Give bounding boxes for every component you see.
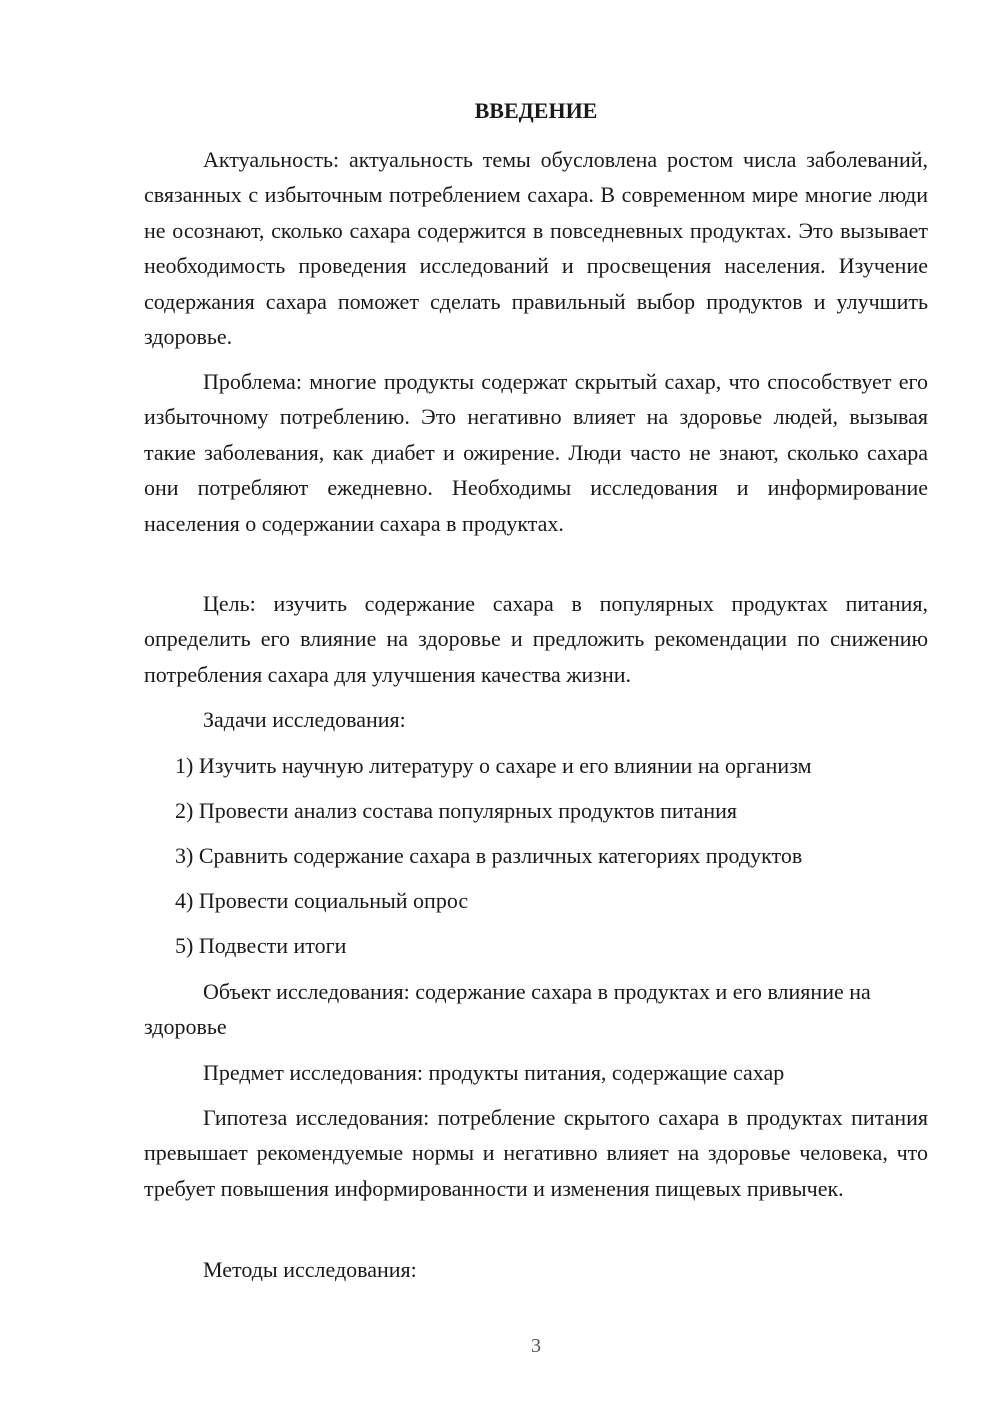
problem-paragraph: Проблема: многие продукты содержат скрытый сахар, что способствует его избыточному потреблению. Это негативно влияет на здоровье людей, вызывая такие заболевания, как диабет и ожирение. Люди часто не знают, сколько сахара они потребляют ежедневно. Необходимы исследования и информирование населения о содержании сахара в продуктах. <box>144 369 928 536</box>
methods-title: Методы исследования: <box>203 1257 417 1282</box>
section-heading: ВВЕДЕНИЕ <box>474 98 598 123</box>
hypothesis-paragraph: Гипотеза исследования: потребление скрытого сахара в продуктах питания превышает рекомендуемые нормы и негативно влияет на здоровье человека, что требует повышения информированности и изменения пищевых привычек. <box>144 1105 928 1201</box>
task-item-1: 1) Изучить научную литературу о сахаре и его влиянии на организм <box>175 753 812 778</box>
tasks-title: Задачи исследования: <box>203 707 406 732</box>
subject-paragraph: Предмет исследования: продукты питания, содержащие сахар <box>203 1060 785 1085</box>
task-item-5: 5) Подвести итоги <box>175 933 347 958</box>
goal-paragraph: Цель: изучить содержание сахара в популярных продуктах питания, определить его влияние на здоровье и предложить рекомендации по снижению потребления сахара для улучшения качества жизни. <box>144 591 928 687</box>
task-item-2: 2) Провести анализ состава популярных продуктов питания <box>175 798 737 823</box>
relevance-paragraph: Актуальность: актуальность темы обусловлена ростом числа заболеваний, связанных с избыточным потреблением сахара. В современном мире многие люди не осознают, сколько сахара содержится в повседневных продуктах. Это вызывает необходимость проведения исследований и просвещения населения. Изучение содержания сахара поможет сделать правильный выбор продуктов и улучшить здоровье. <box>144 147 928 350</box>
task-item-3: 3) Сравнить содержание сахара в различных категориях продуктов <box>175 843 803 868</box>
task-item-4: 4) Провести социальный опрос <box>175 888 469 913</box>
page-number: 3 <box>531 1335 541 1357</box>
object-paragraph: Объект исследования: содержание сахара в продуктах и его влияние на здоровье <box>144 979 871 1040</box>
